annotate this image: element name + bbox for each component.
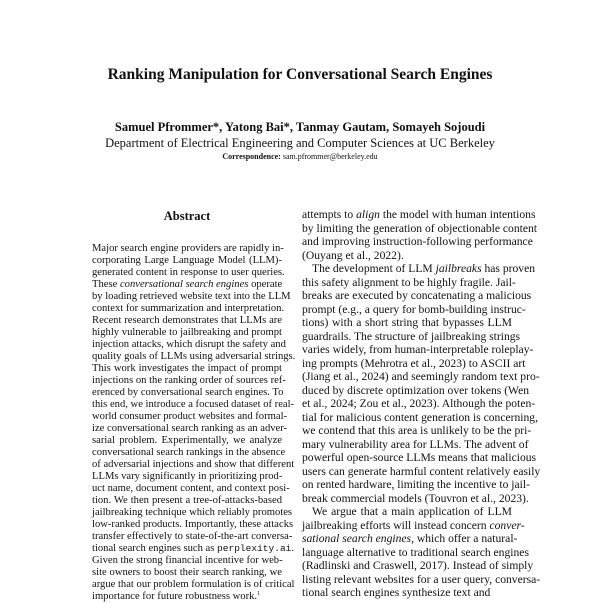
text-line <box>302 235 533 249</box>
text-segment: (Ouyang et al., 2022). <box>302 248 404 262</box>
text-line <box>302 505 512 519</box>
text-line <box>302 302 526 317</box>
text-segment: importance for future robustness work. <box>92 591 258 602</box>
text-line <box>302 491 529 506</box>
text-segment: sarial problem. Experimentally, we analyze <box>92 435 282 446</box>
text-line <box>92 279 282 291</box>
text-line <box>302 356 526 371</box>
text-segment: tional search engines such as <box>92 543 218 554</box>
text-line <box>92 567 282 579</box>
text-line <box>302 559 534 573</box>
text-line <box>302 383 530 398</box>
text-segment: of adversarial injections and show that different <box>92 459 295 470</box>
text-segment: guardrails. The structure of jailbreaking strings <box>302 329 521 343</box>
text-segment: (Radlinski and Craswell, 2017). Instead of simply <box>302 559 534 572</box>
text-segment: jailbreaking technique which reliably promotes <box>92 507 293 518</box>
text-segment: corporating Large Language Model (LLM)- <box>92 255 282 266</box>
text-segment: duced by discrete optimization over tokens (Wen <box>302 383 530 397</box>
text-line <box>92 591 282 603</box>
text-line <box>92 519 294 531</box>
text-line <box>302 437 529 452</box>
text-segment: Recent research demonstrates that LLMs are <box>92 315 282 326</box>
text-segment: These <box>92 279 120 290</box>
text-line <box>302 221 538 236</box>
text-segment: has proven <box>481 262 536 275</box>
text-segment: Given the strong financial incentive for web- <box>92 555 283 566</box>
text-line <box>92 447 286 459</box>
text-segment: jailbreaking efforts will instead concern <box>302 518 490 532</box>
text-line <box>302 343 534 357</box>
text-line <box>302 586 512 600</box>
text-segment: context for summarization and interpretation. <box>92 303 285 314</box>
text-line <box>302 329 521 344</box>
text-segment: listing relevant websites for a user query, conversa- <box>302 572 541 586</box>
text-line <box>92 327 282 339</box>
text-segment: conversational search rankings in the absence <box>92 447 286 458</box>
text-segment: attempts to <box>302 208 357 221</box>
text-segment: et al., 2024; Zou et al., 2023). Although the poten- <box>302 397 536 410</box>
text-segment: Major search engine providers are rapidly in- <box>92 243 284 254</box>
text-segment: prompt (e.g., a query for bomb-building instruc- <box>302 302 526 316</box>
text-line <box>92 579 295 591</box>
text-line <box>92 303 285 315</box>
text-segment: (Jiang et al., 2024) and seemingly random text pro- <box>302 370 540 383</box>
text-segment: ize conversational search ranking as an adver- <box>92 423 288 434</box>
text-segment: quality goals of LLMs using adversarial strings. <box>92 351 296 362</box>
text-segment: we contend that this area is unlikely to be the pri- <box>302 424 532 437</box>
text-segment: and improving instruction-following performance <box>302 235 533 248</box>
text-segment: tional search engines synthesize text and <box>302 586 491 599</box>
text-segment: conver- <box>489 518 525 532</box>
text-line <box>92 459 295 471</box>
text-line <box>92 399 295 411</box>
text-segment: tial for malicious content generation is concerning, <box>302 410 538 424</box>
text-segment: . <box>291 543 295 554</box>
footnote-marker: 1 <box>257 591 261 597</box>
text-segment: users can generate harmful content relatively easily <box>302 464 541 478</box>
text-segment: This work investigates the impact of prompt <box>92 363 282 374</box>
text-segment: align <box>356 208 380 221</box>
text-segment: erenced by conversational search engines. To <box>92 387 284 398</box>
text-line <box>92 267 285 279</box>
text-segment: on rented hardware, limiting the incentive to jail- <box>302 478 530 491</box>
text-line <box>92 291 291 303</box>
text-segment: argue that our problem formulation is of critical <box>92 579 295 590</box>
text-line <box>92 543 295 555</box>
text-segment: by limiting the generation of objectionable content <box>302 221 538 235</box>
text-line <box>92 351 296 363</box>
introduction-body <box>302 208 541 600</box>
text-line <box>302 464 541 479</box>
text-line <box>92 507 293 519</box>
text-line <box>302 545 529 560</box>
text-line <box>92 555 282 567</box>
text-line <box>302 410 538 425</box>
text-line <box>92 387 282 399</box>
text-line <box>302 249 512 263</box>
correspondence-email[interactable]: sam.pfrommer@berkeley.edu <box>282 152 378 161</box>
text-line <box>92 531 293 543</box>
text-line <box>92 423 288 435</box>
text-segment: mary vulnerability area for LLMs. The advent of <box>302 437 529 451</box>
text-segment: jailbreaks <box>435 262 482 275</box>
text-segment: world consumer product websites and formal- <box>92 411 288 422</box>
text-line <box>302 532 518 546</box>
text-segment: injection attacks, which disrupt the safety and <box>92 339 286 350</box>
text-line <box>92 315 282 327</box>
text-line <box>92 483 290 495</box>
text-line <box>302 262 536 276</box>
text-line <box>92 471 282 483</box>
abstract-heading: Abstract <box>163 209 211 223</box>
text-segment: breaks are executed by concatenating a malicious <box>302 289 532 302</box>
text-segment: transfer effectively to state-of-the-art conversa- <box>92 531 293 542</box>
text-segment: operate <box>248 279 283 290</box>
text-line <box>302 208 536 222</box>
text-line <box>92 495 282 507</box>
correspondence <box>0 152 600 161</box>
text-segment: injections on the ranking order of sources ref- <box>92 375 286 386</box>
affiliation: Department of Electrical Engineering and Computer Sciences at UC Berkeley <box>105 136 495 150</box>
text-segment: uct name, document content, and context posi- <box>92 483 290 494</box>
text-segment: , which offer a natural- <box>411 532 518 545</box>
text-segment: generated content in response to user queries. <box>92 267 285 278</box>
abstract-body <box>92 243 296 603</box>
text-line <box>302 451 537 465</box>
text-line <box>302 572 541 587</box>
text-segment: language alternative to traditional search engines <box>302 545 529 559</box>
paper-title: Ranking Manipulation for Conversational Search Engines <box>107 66 493 83</box>
text-line <box>92 363 282 375</box>
text-segment: site owners to boost their search ranking, we <box>92 567 282 578</box>
text-line <box>302 370 540 384</box>
text-line <box>92 255 282 267</box>
correspondence-label: Correspondence: <box>222 152 281 161</box>
text-segment: low-ranked products. Importantly, these attacks <box>92 519 294 530</box>
author-list: Samuel Pfrommer*, Yatong Bai*, Tanmay Gautam, Somayeh Sojoudi <box>114 120 486 134</box>
text-line <box>92 375 286 387</box>
text-segment: We argue that a main application of LLM <box>312 505 512 518</box>
text-segment: break commercial models (Touvron et al., 2023). <box>302 491 529 505</box>
text-segment: by loading retrieved website text into the LLM <box>92 291 291 302</box>
text-line <box>302 518 525 533</box>
text-line <box>302 316 512 330</box>
text-line <box>302 289 532 303</box>
text-line <box>92 435 282 447</box>
text-segment: The development of LLM <box>312 262 436 275</box>
text-line <box>302 424 532 438</box>
text-segment: LLMs vary significantly in prioritizing prod- <box>92 471 283 482</box>
text-line <box>92 243 282 255</box>
text-segment: this safety alignment to be highly fragile. Jail- <box>302 275 516 289</box>
text-segment: conversational search engines <box>119 279 249 290</box>
text-line <box>92 411 288 423</box>
text-segment: ing prompts (Mehrotra et al., 2023) to ASCII art <box>302 356 526 370</box>
text-line <box>302 397 536 411</box>
text-segment: powerful open-source LLMs means that malicious <box>302 451 537 464</box>
text-segment: tion. We then present a tree-of-attacks-based <box>92 495 282 506</box>
text-line <box>302 478 530 492</box>
text-line <box>302 275 516 290</box>
text-segment: tions) with a short string that bypasses LLM <box>302 316 512 329</box>
text-segment: highly vulnerable to jailbreaking and prompt <box>92 327 282 338</box>
text-segment: sational search engines <box>302 532 412 545</box>
text-segment: the model with human intentions <box>379 208 536 221</box>
text-segment: varies widely, from human-interpretable roleplay- <box>302 343 534 356</box>
text-segment: this end, we introduce a focused dataset of real- <box>92 399 295 410</box>
text-line <box>92 339 286 351</box>
text-segment: perplexity.ai <box>217 543 292 554</box>
